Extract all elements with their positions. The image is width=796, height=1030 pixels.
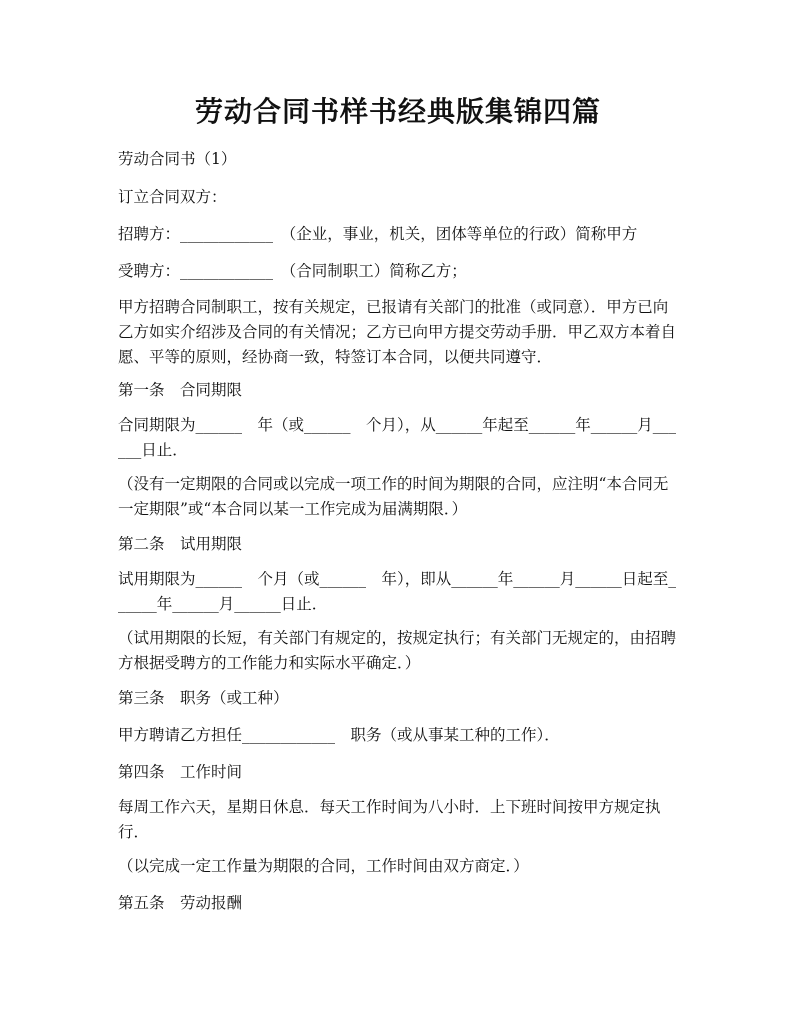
article-4-body: 每周工作六天，星期日休息．每天工作时间为八小时．上下班时间按甲方规定执行． xyxy=(118,798,661,841)
contract-heading: 劳动合同书（1） xyxy=(118,150,237,168)
parties-label: 订立合同双方： xyxy=(118,188,227,206)
article-1-heading: 第一条 合同期限 xyxy=(118,381,243,399)
article-3-heading: 第三条 职务（或工种） xyxy=(118,689,289,707)
employer-line: 招聘方：____________ （企业，事业，机关，团体等单位的行政）简称甲方 xyxy=(118,225,638,243)
article-3-body: 甲方聘请乙方担任____________ 职务（或从事某工种的工作）． xyxy=(118,726,560,744)
article-4-note: （以完成一定工作量为期限的合同，工作时间由双方商定．） xyxy=(118,857,529,875)
article-2-heading: 第二条 试用期限 xyxy=(118,535,243,553)
article-2-note: （试用期限的长短，有关部门有规定的，按规定执行；有关部门无规定的，由招聘方根据受聘方的工作能力和实际水平确定．） xyxy=(118,629,677,672)
article-2-body: 试用期限为______ 个月（或______ 年），即从______年______月______日起至______年______月______日止． xyxy=(118,570,677,613)
employee-line: 受聘方：____________ （合同制职工）简称乙方； xyxy=(118,262,467,280)
preamble-paragraph: 甲方招聘合同制职工，按有关规定，已报请有关部门的批准（或同意）．甲方已向乙方如实介绍涉及合同的有关情况；乙方已向甲方提交劳动手册．甲乙双方本着自愿、平等的原则，经协商一致，特签订本合同，以便共同遵守． xyxy=(118,298,677,366)
article-5-heading: 第五条 劳动报酬 xyxy=(118,894,243,912)
article-4-heading: 第四条 工作时间 xyxy=(118,763,243,781)
article-1-body: 合同期限为______ 年（或______ 个月），从______年起至______年______月______日止． xyxy=(118,416,677,459)
article-1-note: （没有一定期限的合同或以完成一项工作的时间为期限的合同，应注明“本合同无一定期限”或“本合同以某一工作完成为届满期限．） xyxy=(118,475,669,518)
document-title: 劳动合同书样书经典版集锦四篇 xyxy=(194,95,601,128)
